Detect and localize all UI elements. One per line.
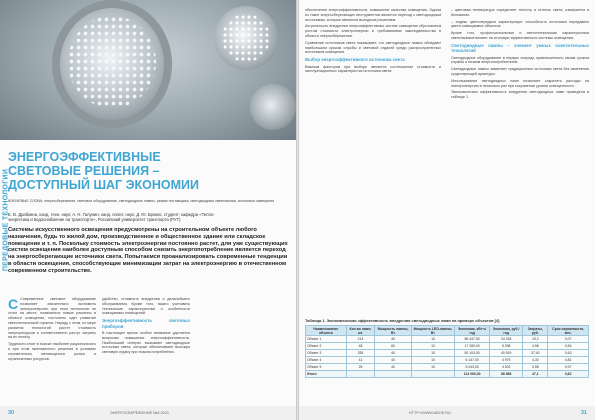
subheading: Выбор энергоэффективного источника света — [305, 57, 405, 63]
table-cell — [411, 371, 454, 378]
table-cell: 10 — [411, 350, 454, 357]
table-cell: 40 — [375, 357, 411, 364]
table-header-row — [306, 326, 589, 336]
table-cell: 6 147,00 — [455, 357, 490, 364]
table-cell: 40 — [375, 336, 411, 343]
left-page — [0, 0, 296, 420]
table-cell: 0,62 — [548, 371, 589, 378]
table-row — [306, 371, 589, 378]
paragraph: Трудности стоят в поиске наиболее рационального и при этом экономичного решения в условиях стремительно меняющегося рынка и ограниченных ресурсов. — [8, 342, 96, 361]
right-page-column-1 — [305, 8, 441, 76]
table-cell: 3,98 — [523, 364, 548, 371]
paragraph: Сравнение источников света показывает, что светодиодные лампы обладают наибольшим сроком службы и световой отдачей среди распространенных источников освещения. — [305, 40, 441, 55]
table-header: Экономия, кВт·ч/год — [455, 326, 490, 336]
table-cell: 4,30 — [523, 357, 548, 364]
table-header: Срок окупаемости, мес. — [548, 326, 589, 336]
table-body — [306, 336, 589, 378]
table-cell: 114 060,00 — [455, 371, 490, 378]
subheading: Энергоэффективность световых приборов — [102, 318, 190, 329]
paragraph: Актуальность внедрения энергоэффективных систем освещения обусловлена ростом стоимости электроэнергии и требованиями законодательства в области энергосбережения. — [305, 24, 441, 38]
keywords: КЛЮЧЕВЫЕ СЛОВА: энергосбережение, световое оборудование, светодиодные лампы, режим поставщика, светодиодные светильники, источники освещения — [8, 199, 275, 203]
drop-cap: С — [8, 296, 19, 312]
abstract: Системы искусственного освещения предусмотрены на строительном объекте любого назначения, будь то жилой дом, производственное и общественное здание или складское помещение и т. п. Поскольку стоимость электроэнергии постоянно растет, для уже существующих систем освещения наиболее доступным способом снизить энергопотребление является переход на энергосберегающие источники света. Попытаемся проанализировать современные тенденции в области освещения, способствующие минимизации затрат на электроэнергию в отечественном современном строительстве. — [8, 227, 288, 274]
right-page — [299, 0, 595, 420]
paragraph: удобство, стоимость внедрения и дальнейшего обслуживания. Кроме того, важно учитывать технические характеристики и особенности освещаемых помещений. — [102, 297, 190, 316]
publication-name: ЭНЕРГОСБЕРЕЖЕНИЕ №6 2021 — [110, 411, 169, 415]
table-cell: Объект 3 — [306, 350, 347, 357]
left-column-1 — [8, 297, 96, 363]
paragraph: Светодиодные лампы заменяют традиционные источники света без изменения существующей арматуры. — [451, 67, 589, 76]
table-row — [306, 350, 589, 357]
subheading: Светодиодные лампы – элемент умных осветительных технологий — [451, 42, 589, 54]
table-row — [306, 364, 589, 371]
paragraph: Светодиодное оборудование в первую очередь привлекательно своим сроком службы и низким энергопотреблением. — [451, 55, 589, 65]
table-cell: 0,54 — [548, 343, 589, 350]
table-cell: 25 — [346, 364, 375, 371]
table-cell: Итого — [306, 371, 347, 378]
page-number: 30 — [8, 410, 15, 416]
table-header: Кол-во ламп, шт. — [346, 326, 375, 336]
led-grid-small — [222, 14, 270, 62]
table-row — [306, 343, 589, 350]
table-cell: 50 103,00 — [455, 350, 490, 357]
table-cell: 339 — [346, 350, 375, 357]
article-title — [8, 150, 278, 192]
table-cell — [375, 371, 411, 378]
table-cell: 12 — [411, 343, 454, 350]
led-grid — [68, 16, 156, 108]
paragraph: С Современное световое оборудование позволяет значительно экономить электроэнергию, при этом технологии не стоят на месте, появляются новые решения в области освещения, постоянно идет развитие светотехнической отрасли. Наряду с этим, по мере развития технологий растет стоимость энергоресурсов и соответственно растут затраты на их оплату. — [8, 296, 96, 340]
table-cell: 40 — [375, 350, 411, 357]
table-cell: 17 280,00 — [455, 343, 490, 350]
table-row — [306, 336, 589, 343]
table-cell: Объект 5 — [306, 364, 347, 371]
table-header: Экономия, руб./год — [490, 326, 523, 336]
table-cell: 0,97 — [548, 364, 589, 371]
table-header: Затраты, руб. — [523, 326, 548, 336]
table-caption: Таблица 1. Экономическая эффективность внедрения светодиодных ламп на примере объектов [4] — [305, 318, 500, 323]
table-header: Наименование объекта — [306, 326, 347, 336]
table-cell: 56 447,00 — [455, 336, 490, 343]
section-side-label: ПЕРЕДОВЫЕ ТЕХНОЛОГИИ — [2, 168, 10, 272]
table-cell: 19,2 — [523, 336, 548, 343]
page-number: 31 — [580, 410, 587, 416]
table-cell: 213 — [346, 336, 375, 343]
title-line-2: СВЕТОВЫЕ РЕШЕНИЯ – — [8, 164, 160, 178]
table-cell: 4 002 — [490, 364, 523, 371]
right-page-column-2 — [451, 8, 589, 102]
paragraph: Экономическая эффективность внедрения светодиодных ламп приведена в таблице 1. — [451, 90, 589, 100]
paragraph: Важным фактором при выборе является соотношение стоимости и эксплуатационных характеристик источника света. — [305, 64, 441, 74]
table-row — [306, 357, 589, 364]
lighting-fixtures-photo — [0, 0, 296, 140]
table-cell: 47,1 — [523, 371, 548, 378]
table-cell: 0,63 — [548, 350, 589, 357]
round-led-fixture-corner — [250, 84, 296, 130]
table-cell: 5 043,00 — [455, 364, 490, 371]
table-cell: Объект 1 — [306, 336, 347, 343]
author-names: Е. В. Драбкина, канд. техн. наук; А. Н. Галунин, канд. полит. наук; Д. Ю. Брокко, студент; кафедра «Тепло- — [8, 212, 215, 217]
table-cell: 41 — [346, 357, 375, 364]
efficiency-table — [305, 325, 589, 378]
footer-left — [0, 406, 296, 420]
table-header: Мощность лампы, Вт — [375, 326, 411, 336]
left-column-2 — [102, 297, 190, 357]
paragraph: обеспечение энергоэффективности, повышение качества освещения. Одним из таких энергосберегающих инструментов является переход к светодиодным источникам, которые являются выгодным решением. — [305, 8, 441, 22]
table-cell: 4,96 — [523, 343, 548, 350]
paragraph: В настоящее время особое внимание уделяется вопросам повышения энергоэффективности. Наибольший интерес вызывают светодиодные источники света, которые обеспечивают высокую световую отдачу при низком потреблении. — [102, 331, 190, 355]
table-cell: 4 979 — [490, 357, 523, 364]
table-cell: 40 — [375, 364, 411, 371]
table-cell: Объект 4 — [306, 357, 347, 364]
footer-right — [299, 406, 595, 420]
table-cell: 0,07 — [548, 336, 589, 343]
table-cell: 88 868 — [490, 371, 523, 378]
publication-url: HTTP://WWW.ABOK.RU — [409, 411, 451, 415]
author-affiliation: энергетика и водоснабжение на транспорте», Российский университет транспорта (РУТ) — [8, 217, 181, 223]
table-cell: 10 — [411, 357, 454, 364]
paragraph: – индекс цветопередачи характеризует способность источника передавать цвета освещаемых объектов. — [451, 19, 589, 29]
table-cell: 34 318 — [490, 336, 523, 343]
table-cell: 48 — [346, 343, 375, 350]
paragraph: Использование светодиодных ламп позволяет сократить расходы на электроэнергию в несколько раз при сохранении уровня освещенности. — [451, 78, 589, 88]
table-cell — [346, 371, 375, 378]
table-cell: Объект 2 — [306, 343, 347, 350]
table-cell: 0,81 — [548, 357, 589, 364]
title-line-3: ДОСТУПНЫЙ ШАГ ЭКОНОМИИ — [8, 178, 199, 192]
paragraph: – цветовая температура определяет теплоту и оттенок света, измеряется в Кельвинах. — [451, 8, 589, 17]
table-cell: 10 — [411, 364, 454, 371]
authors — [8, 212, 292, 223]
table-cell: 5 298 — [490, 343, 523, 350]
table-header: Мощность LED-лампы, Вт — [411, 326, 454, 336]
table-cell: 10 — [411, 336, 454, 343]
table-cell: 40 519 — [490, 350, 523, 357]
title-line-1: ЭНЕРГОЭФФЕКТИВНЫЕ — [8, 150, 161, 164]
table-cell: 60 — [375, 343, 411, 350]
paragraph: Кроме того, профессиональные и светотехнические характеристики светильников влияют на итоговую эффективность системы освещения. — [451, 31, 589, 40]
table-cell: 37,40 — [523, 350, 548, 357]
